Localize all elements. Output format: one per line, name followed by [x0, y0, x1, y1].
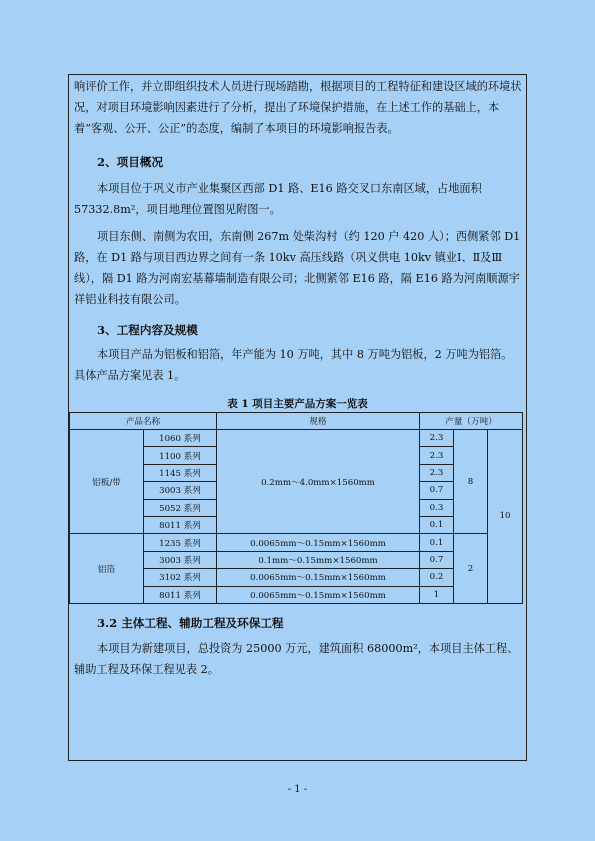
header-output: 产量（万吨） [420, 413, 523, 430]
table-row [70, 430, 523, 447]
spec-cell: 0.0065mm～0.15mm×1560mm [217, 534, 420, 551]
qty-cell: 0.3 [420, 499, 454, 516]
product-name-cell: 1145 系列 [144, 464, 217, 481]
section-2-paragraph-location: 本项目位于巩义市产业集聚区西部 D1 路、E16 路交叉口东南区域，占地面积 57332.8m²，项目地理位置图见附图一。 [74, 182, 482, 216]
product-name-cell: 1100 系列 [144, 447, 217, 464]
section-3-paragraph: 本项目产品为铝板和铝箔，年产能为 10 万吨，其中 8 万吨为铝板，2 万吨为铝箔。具体产品方案见表 1。 [74, 348, 513, 382]
shared-spec-cell: 0.2mm～4.0mm×1560mm [217, 430, 420, 534]
qty-cell: 0.7 [420, 482, 454, 499]
product-name-cell: 3102 系列 [144, 569, 217, 586]
product-name-cell: 5052 系列 [144, 499, 217, 516]
product-name-cell: 1060 系列 [144, 430, 217, 447]
qty-cell: 2.3 [420, 430, 454, 447]
qty-cell: 0.2 [420, 569, 454, 586]
section-2-heading: 2、项目概况 [97, 155, 164, 169]
section-2-paragraph-surroundings: 项目东侧、南侧为农田，东南侧 267m 处柴沟村（约 120 户 420 人）；西侧紧邻 D1 路，在 D1 路与项目西边界之间有一条 10kv 高压线路（巩义供电 10kv 镇业Ⅰ、Ⅱ及Ⅲ线），隔 D1 路为河南宏基幕墙制造有限公司；北侧紧邻 E16 路，隔 E16 路为河南顺源宇祥铝业科技有限公司。 [74, 230, 521, 306]
section-3-2-paragraph: 本项目为新建项目，总投资为 25000 万元，建筑面积 68000m²，本项目主体工程、辅助工程及环保工程见表 2。 [74, 642, 519, 676]
subtotal-foil: 2 [454, 534, 488, 604]
table-row [70, 534, 523, 551]
section-3-2-heading: 3.2 主体工程、辅助工程及环保工程 [97, 616, 284, 630]
subtotal-sheet: 8 [454, 430, 488, 534]
product-name-cell: 8011 系列 [144, 586, 217, 603]
spec-cell: 0.1mm～0.15mm×1560mm [217, 551, 420, 568]
spec-cell: 0.0065mm～0.15mm×1560mm [217, 569, 420, 586]
table-header-row [70, 413, 523, 430]
group-aluminum-sheet: 铝板/带 [70, 430, 144, 534]
qty-cell: 1 [420, 586, 454, 603]
product-name-cell: 3003 系列 [144, 482, 217, 499]
page-number: - 1 - [287, 784, 308, 795]
grand-total: 10 [488, 430, 523, 604]
qty-cell: 0.1 [420, 516, 454, 533]
qty-cell: 2.3 [420, 447, 454, 464]
spec-cell: 0.0065mm～0.15mm×1560mm [217, 586, 420, 603]
product-name-cell: 8011 系列 [144, 516, 217, 533]
product-table [69, 412, 523, 604]
section-3-heading: 3、工程内容及规模 [97, 323, 198, 337]
qty-cell: 0.1 [420, 534, 454, 551]
qty-cell: 2.3 [420, 464, 454, 481]
qty-cell: 0.7 [420, 551, 454, 568]
header-product-name: 产品名称 [70, 413, 217, 430]
group-aluminum-foil: 铝箔 [70, 534, 144, 604]
product-name-cell: 3003 系列 [144, 551, 217, 568]
header-spec: 规格 [217, 413, 420, 430]
intro-paragraph: 响评价工作，并立即组织技术人员进行现场踏勘，根据项目的工程特征和建设区域的环境状况，对项目环境影响因素进行了分析，提出了环境保护措施，在上述工作的基础上，本着“客观、公开、公正”的态度，编制了本项目的环境影响报告表。 [74, 80, 522, 135]
table-caption: 表 1 项目主要产品方案一览表 [227, 398, 368, 410]
product-name-cell: 1235 系列 [144, 534, 217, 551]
